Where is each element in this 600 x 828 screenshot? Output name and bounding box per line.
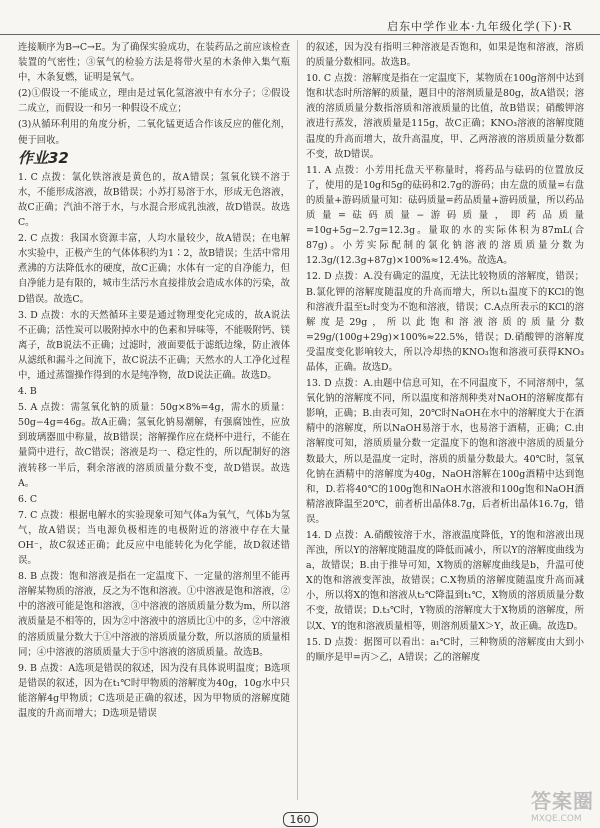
right-column: [306, 40, 584, 800]
section-title: 作业32: [18, 148, 69, 167]
answer-item: 10. C 点拨：溶解度是指在一定温度下，某物质在100g溶剂中达到饱和状态时所溶解的质量，题目中的溶剂质量是80g，故A错误；溶液的溶质质量分数指溶质和溶液质量的比值，故B错误；硝酸钾溶液进行蒸发，溶液质量是115g，故C正确；KNO₃溶液的溶解度随温度的升高而增大，故升高温度，甲、乙两溶液的溶质质量分数都不变，故D错误。: [306, 73, 584, 160]
answer-item: 2. C 点拨：我国水资源丰富，人均水量较少，故A错误；在电解水实验中，正极产生的气体体积约为1∶2，故B错误；生活中常用煮沸的方法降低水的硬度，故C正确；水体有一定的自净能力，但自净能力是有限的，城市生活污水直接排放会造成水体的污染，故D错误。故选C。: [18, 233, 290, 305]
watermark-logo: [531, 785, 594, 824]
answer-item: 9. B 点拨：A选项是错误的叙述，因为没有具体说明温度；B选项是错误的叙述，因为在t₁℃时甲物质的溶解度为40g，10g水中只能溶解4g甲物质；C选项是正确的叙述，因为甲物质的溶解度随温度的升高而增大；D选项是错误: [18, 662, 290, 720]
answer-item: 5. A 点拨：需氢氧化钠的质量：50g×8%=4g，需水的质量：50g−4g=46g。故A正确；氢氧化钠易潮解，有强腐蚀性，应放到玻璃器皿中称量，故B错误；溶解操作应在烧杯中进行，不能在量筒中进行，故C错误；溶液是均一、稳定性的，所以配制好的溶液转移一半后，剩余溶液的溶质质量分数不变，故D错误。故选A。: [18, 402, 290, 489]
answer-item: 14. D 点拨：A.硝酸铵溶于水，溶液温度降低，Y的饱和溶液出现浑浊，所以Y的溶解度随温度的降低而减小，所以Y的溶解度曲线为a，故错误；B.由于推导可知，X物质的溶解度曲线是b，升温可使X的饱和溶液变浑浊，故错误；C.X物质的溶解度随温度升高而减小，所以将X的饱和溶液从t₂℃降温到t₁℃，X物质的溶质质量分数不变，故错误；D.t₃℃时，Y物质的溶解度大于X物质的溶解度，所以X、Y的饱和溶液质量相等，则溶剂质量X＞Y，故正确。故选D。: [306, 530, 584, 632]
answer-paragraph: 连接顺序为B→C→E。为了确保实验成功，在装药品之前应该检查装置的气密性；③氧气的检验方法是将带火星的木条伸入集气瓶中，木条复燃，证明是氧气。: [18, 42, 290, 84]
answer-item: 13. D 点拨：A.由题中信息可知，在不同温度下，不同溶剂中，氢氧化钠的溶解度不同，所以温度和溶剂种类对NaOH的溶解度都有影响，正确；B.由表可知，20℃时NaOH在水中的溶解度大于在酒精中的溶解度，所以NaOH易溶于水，也易溶于酒精，正确；C.由溶解度可知，溶质质量分数一定温度下的饱和溶液中溶质的质量分数最大，所以是温度一定时，溶质的质量分数最大。40℃时，氢氧化钠在酒精中的溶解度为40g，NaOH溶解在100g酒精中达到饱和，D.若将40℃的100g饱和NaOH水溶液和100g饱和NaOH酒精溶液降温至20℃，前者析出晶体8.7g，后者析出晶体16.7g，错误。: [306, 378, 584, 525]
answer-item: 3. D 点拨：水的天然循环主要是通过物理变化完成的，故A说法不正确；活性炭可以吸附掉水中的色素和异味等，不能吸附钙、镁离子，故B说法不正确；过滤时，液面要低于滤纸边缘，防止液体从滤纸和漏斗之间流下，故C说法不正确；天然水的人工净化过程中，通过蒸馏操作得到的水是纯净物，故D说法正确。故选D。: [18, 309, 290, 381]
answer-item: 1. C 点拨：氯化铁溶液是黄色的，故A错误；氢氧化镁不溶于水，不能形成溶液，故B错误；小苏打易溶于水，形成无色溶液，故C正确；汽油不溶于水，与水混合形成乳浊液，故D错误。故选C。: [18, 171, 290, 229]
answer-paragraph: (2)①假设一不能成立，理由是过氧化氢溶液中有水分子；②假设二成立，而假设一和另一种假设不成立；: [18, 88, 290, 115]
answer-paragraph: (3)从循环利用的角度分析，二氧化锰更适合作该反应的催化剂，便于回收。: [18, 119, 290, 146]
column-divider: [297, 40, 298, 800]
answer-item: 11. A 点拨：小芳用托盘天平称量时，将药品与砝码的位置放反了，使用的是10g和5g的砝码和2.7g的游码；由左盘的质量=右盘的质量+游码质量可知：砝码质量=药品质量+游码质量，所以药品质量=砝码质量−游码质量，即药品质量=10g+5g−2.7g=12.3g。量取的水的实际体积为87mL(合87g)。小芳实际配制的氯化钠溶液的溶质质量分数为12.3g/(12.3g+87g)×100%≈12.4%。故选A。: [306, 164, 584, 267]
header-title: 启东中学作业本·九年级化学(下)·R: [387, 20, 572, 33]
answer-item: 7. C 点拨：根据电解水的实验现象可知气体a为氧气，气体b为氢气，故A错误；当电源负极相连的电极附近的溶液中存在大量OH⁻，故C叙述正确；此反应中电能转化为化学能，故D叙述错误。: [18, 509, 290, 567]
answer-item: 4. B: [18, 386, 37, 398]
header-rule: [0, 34, 600, 35]
watermark-main: 答案圈: [531, 789, 594, 813]
page-number: 160: [283, 812, 318, 827]
answer-item: 15. D 点拨：据图可以看出：a₁℃时，三种物质的溶解度由大到小的顺序是甲=丙＞乙，A错误；乙的溶解度: [306, 636, 584, 663]
answer-item: 12. D 点拨：A.没有确定的温度，无法比较物质的溶解度，错误；B.氯化钾的溶解度随温度的升高而增大，所以t₁温度下的KCl的饱和溶液升温至t₂时变为不饱和溶液，错误；C.A点所表示的KCl的溶解度是29g，所以此饱和溶液溶质的质量分数=29g/(100g+29g)×100%≈22.5%，错误；D.硝酸钾的溶解度受温度变化影响较大，所以冷却热的KNO₃饱和溶液可获得KNO₃晶体，正确。故选D。: [306, 271, 584, 373]
page-footer: [0, 808, 600, 827]
answer-item: 8. B 点拨：饱和溶液是指在一定温度下、一定量的溶剂里不能再溶解某物质的溶液，反之为不饱和溶液。①中溶液是饱和溶液，②中的溶液可能是饱和溶液，③中溶液的溶质质量分数为m，所以溶液质量是不相等的，因为②中溶液中的溶质比①中的多，②中溶液的溶质质量分数大于①中溶液的溶质质量分数，所以溶质的质量相同；④中溶液的溶质质量大于⑤中溶液的溶质质量。故选B。: [18, 571, 290, 658]
answer-item: 的叙述，因为没有指明三种溶液是否饱和，如果是饱和溶液，溶质的质量分数相同。故选B。: [306, 42, 584, 69]
answer-item: 6. C: [18, 493, 38, 505]
page-header: [0, 0, 600, 38]
left-column: [18, 40, 290, 800]
watermark-sub: MXQE.COM: [531, 814, 582, 824]
